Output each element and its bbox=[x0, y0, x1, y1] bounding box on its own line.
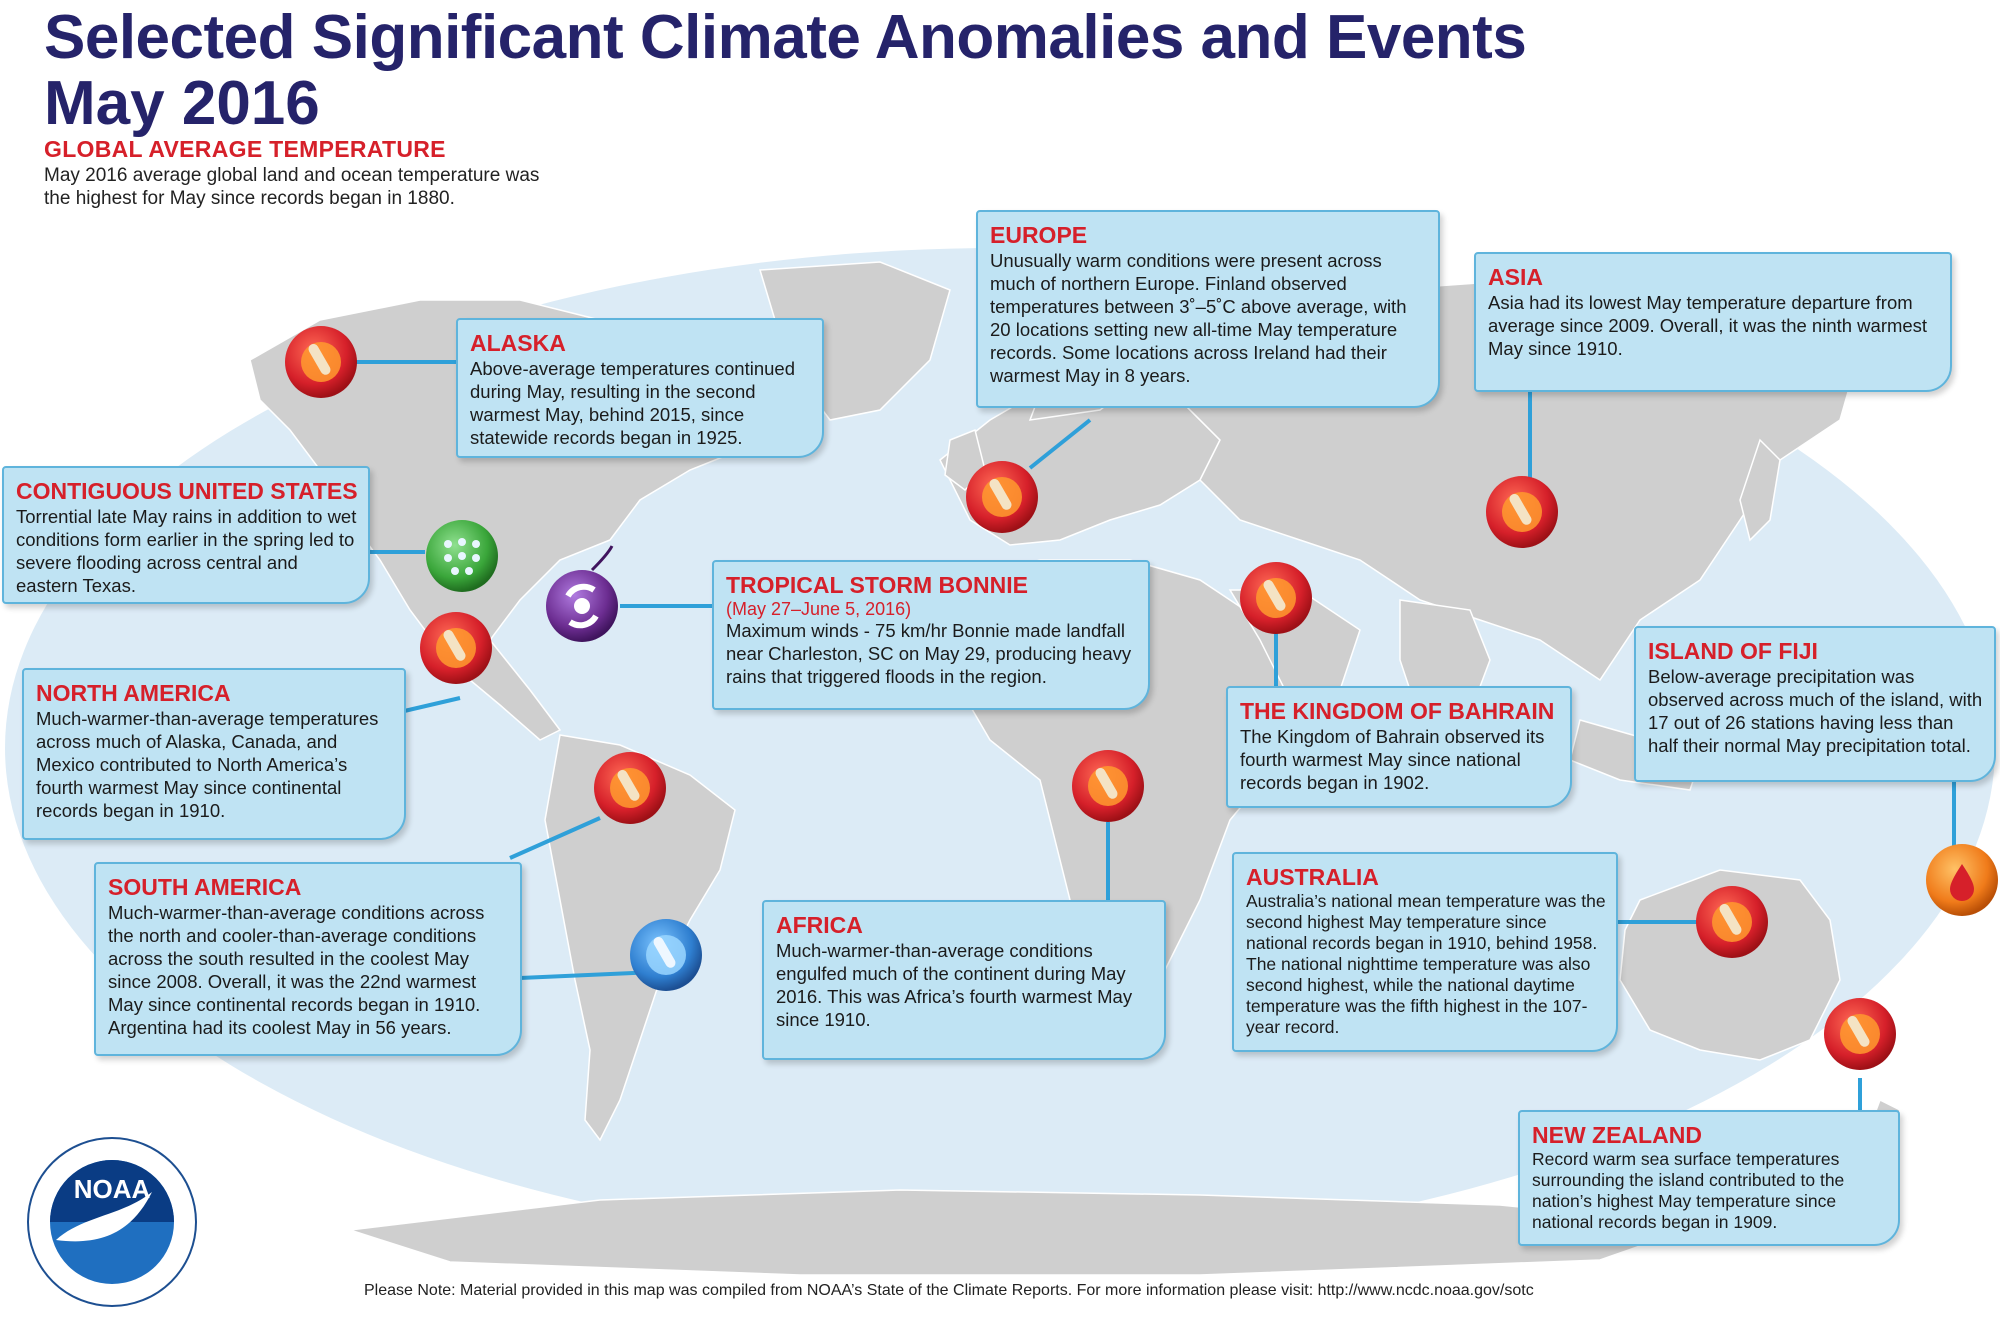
australia-callout bbox=[1232, 852, 1618, 1052]
fiji-dry-drop-icon[interactable] bbox=[1926, 844, 1998, 916]
contiguous-us-callout bbox=[2, 466, 370, 604]
new-zealand-title: NEW ZEALAND bbox=[1532, 1122, 1702, 1148]
contiguous-us-title: CONTIGUOUS UNITED STATES bbox=[16, 478, 358, 504]
europe-title: EUROPE bbox=[990, 222, 1088, 248]
africa-warm-thermometer-icon[interactable] bbox=[1072, 750, 1144, 822]
north-america-callout bbox=[22, 668, 406, 840]
bonnie-dates: (May 27–June 5, 2016) bbox=[726, 599, 912, 619]
bonnie-callout bbox=[712, 560, 1150, 710]
footer-note: Please Note: Material provided in this map was compiled from NOAA’s State of the Climate Reports. For more information please visit: http://www.ncdc.noaa.gov/sotc bbox=[364, 1282, 1534, 1299]
texas-rain-drops-icon[interactable] bbox=[426, 520, 498, 592]
south-america-cool-thermometer-icon[interactable] bbox=[630, 919, 702, 991]
fiji-callout bbox=[1634, 626, 1996, 782]
asia-callout bbox=[1474, 252, 1952, 392]
new-zealand-callout bbox=[1518, 1110, 1900, 1246]
north-america-warm-thermometer-icon[interactable] bbox=[420, 612, 492, 684]
south-america-callout bbox=[94, 862, 522, 1056]
bonnie-title: TROPICAL STORM BONNIE bbox=[726, 572, 1028, 598]
south-america-warm-thermometer-icon[interactable] bbox=[594, 752, 666, 824]
north-america-title: NORTH AMERICA bbox=[36, 680, 231, 706]
fiji-title: ISLAND OF FIJI bbox=[1648, 638, 1818, 664]
asia-warm-thermometer-icon[interactable] bbox=[1486, 476, 1558, 548]
alaska-callout bbox=[456, 318, 824, 458]
new-zealand-text: Record warm sea surface temperatures surrounding the island contributed to the nation’s highest May temperature since national records began in 1909. bbox=[1532, 1149, 1845, 1232]
north-america-text: Much-warmer-than-average temperatures across much of Alaska, Canada, and Mexico contributed to North America’s fourth warmest May since continental records began in 1910. bbox=[36, 708, 379, 821]
australia-warm-thermometer-icon[interactable] bbox=[1696, 886, 1768, 958]
bahrain-text: The Kingdom of Bahrain observed its fourth warmest May since national records began in 1902. bbox=[1240, 726, 1545, 793]
alaska-warm-thermometer-icon[interactable] bbox=[285, 326, 357, 398]
noaa-logo bbox=[24, 1134, 200, 1310]
noaa-logo-text: NOAA bbox=[73, 1174, 151, 1204]
bahrain-title: THE KINGDOM OF BAHRAIN bbox=[1240, 698, 1555, 724]
europe-callout bbox=[976, 210, 1440, 408]
global-temperature-text: May 2016 average global land and ocean temperature was the highest for May since records began in 1880. bbox=[44, 165, 540, 209]
asia-title: ASIA bbox=[1488, 264, 1543, 290]
australia-text: Australia’s national mean temperature was the second highest May temperature since national records began in 1910, behind 1958. The national nighttime temperature was also second highest, while the national daytime temperature was the fifth highest in the 107-year record. bbox=[1246, 891, 1606, 1037]
bahrain-warm-thermometer-icon[interactable] bbox=[1240, 562, 1312, 634]
europe-text: Unusually warm conditions were present across much of northern Europe. Finland observed temperatures between 3˚–5˚C above average, with 20 locations setting new all-time May temperature records. Some locations across Ireland had their warmest May in 8 years. bbox=[990, 250, 1407, 386]
new-zealand-warm-thermometer-icon[interactable] bbox=[1824, 998, 1896, 1070]
africa-title: AFRICA bbox=[776, 912, 863, 938]
south-america-text: Much-warmer-than-average conditions across the north and cooler-than-average conditions across the south resulted in the coolest May since 2008. Overall, it was the 22nd warmest May since continental records began in 1910. Argentina had its coolest May in 56 years. bbox=[108, 902, 485, 1038]
europe-warm-thermometer-icon[interactable] bbox=[966, 461, 1038, 533]
asia-text: Asia had its lowest May temperature departure from average since 2009. Overall, it was the ninth warmest May since 1910. bbox=[1488, 292, 1928, 359]
alaska-text: Above-average temperatures continued during May, resulting in the second warmest May, behind 2015, since statewide records began in 1925. bbox=[470, 358, 795, 448]
bahrain-callout bbox=[1226, 686, 1572, 808]
contiguous-us-text: Torrential late May rains in addition to wet conditions form earlier in the spring led to severe flooding across central and eastern Texas. bbox=[16, 506, 357, 596]
fiji-text: Below-average precipitation was observed across much of the island, with 17 out of 26 stations having less than half their normal May precipitation total. bbox=[1648, 666, 1983, 756]
africa-callout bbox=[762, 900, 1166, 1060]
africa-text: Much-warmer-than-average conditions engulfed much of the continent during May 2016. This was Africa’s fourth warmest May since 1910. bbox=[776, 940, 1133, 1030]
bonnie-text: Maximum winds - 75 km/hr Bonnie made landfall near Charleston, SC on May 29, producing heavy rains that triggered floods in the region. bbox=[726, 620, 1132, 687]
global-temperature-heading: GLOBAL AVERAGE TEMPERATURE bbox=[44, 136, 446, 162]
alaska-title: ALASKA bbox=[470, 330, 566, 356]
australia-title: AUSTRALIA bbox=[1246, 864, 1379, 890]
page-title: Selected Significant Climate Anomalies and Events bbox=[44, 3, 1527, 72]
page-subtitle: May 2016 bbox=[44, 69, 320, 138]
south-america-title: SOUTH AMERICA bbox=[108, 874, 302, 900]
